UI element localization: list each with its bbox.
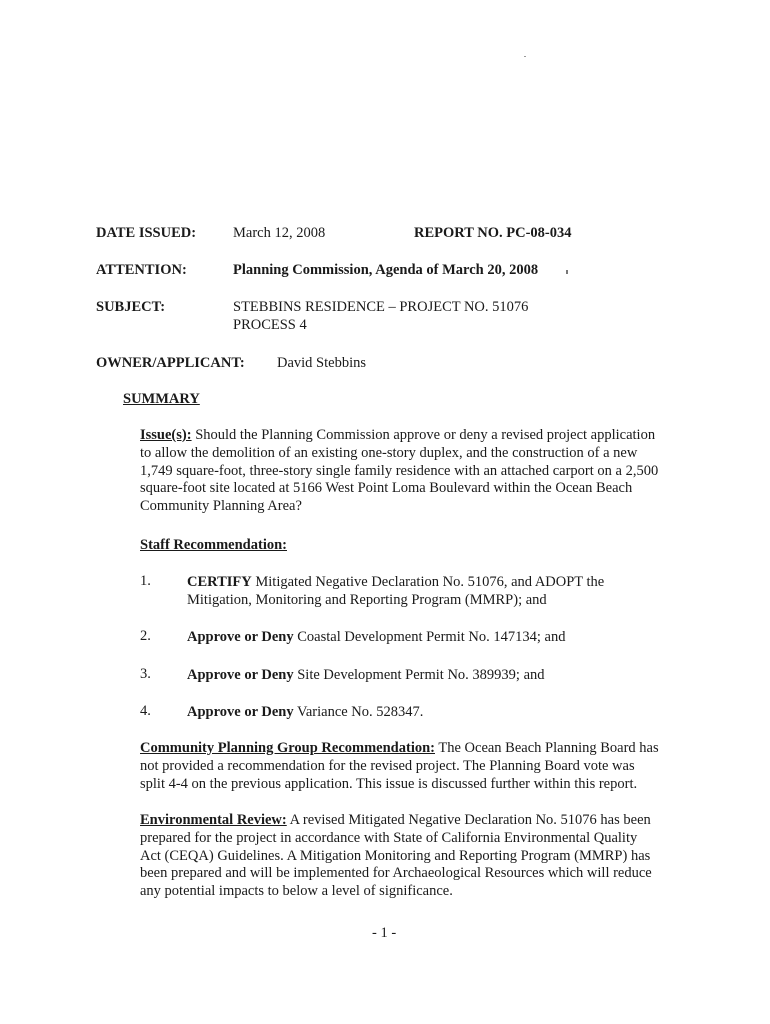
page-number: - 1 - [372,925,397,941]
rec-2-detail: Coastal Development Permit No. 147134; and [293,629,566,645]
staff-recommendation-heading: Staff Recommendation: [140,537,287,553]
environmental-review-text: A revised Mitigated Negative Declaration No. 51076 has been prepared for the project in accordance with State of California Environmental Quality Act (CEQA) Guidelines. A Mitigation Monitoring and Reporting Program (MMRP) has been prepared and will be implemented for Archaeological Resources which will reduce any potential impacts to below a level of significance. [140,812,652,900]
summary-heading: SUMMARY [123,391,200,407]
rec-1-number: 1. [140,573,151,589]
report-number: REPORT NO. PC-08-034 [414,225,572,241]
rec-1-text [187,573,647,609]
rec-4-action: Approve or Deny [187,704,294,720]
subject-label: SUBJECT: [96,299,166,315]
community-planning-label: Community Planning Group Recommendation: [140,740,435,756]
rec-4-number: 4. [140,703,151,719]
rec-2-text [187,628,647,646]
rec-4-text [187,703,647,721]
date-issued-label: DATE ISSUED: [96,225,197,241]
environmental-review-paragraph [140,812,660,901]
rec-3-action: Approve or Deny [187,667,294,683]
owner-applicant-value: David Stebbins [277,355,367,371]
issues-paragraph [140,427,660,516]
rec-3-detail: Site Development Permit No. 389939; and [293,667,545,683]
attention-value: Planning Commission, Agenda of March 20, 2008 [233,262,539,278]
issues-text: Should the Planning Commission approve or deny a revised project application to allow the demolition of an existing one-story duplex, and the construction of a new 1,749 square-foot, three-story single family residence with an attached carport on a 2,500 square-foot site located at 5166 West Point Loma Boulevard within the Ocean Beach Community Planning Area? [140,427,659,515]
community-planning-text: The Ocean Beach Planning Board has not provided a recommendation for the revised project. The Planning Board vote was split 4-4 on the previous application. This issue is discussed further within this report. [140,740,659,792]
date-issued-value: March 12, 2008 [233,225,326,241]
owner-applicant-label: OWNER/APPLICANT: [96,355,245,371]
issues-label: Issue(s): [140,427,192,443]
scan-speck [524,56,526,57]
subject-line-1: STEBBINS RESIDENCE – PROJECT NO. 51076 [233,299,529,315]
rec-3-number: 3. [140,666,151,682]
community-planning-paragraph [140,740,660,793]
rec-2-action: Approve or Deny [187,629,294,645]
environmental-review-label: Environmental Review: [140,812,287,828]
rec-1-action: CERTIFY [187,574,252,590]
subject-line-2: PROCESS 4 [233,317,307,333]
scan-mark [566,270,568,274]
rec-3-text [187,666,647,684]
rec-4-detail: Variance No. 528347. [293,704,424,720]
attention-label: ATTENTION: [96,262,187,278]
rec-1-detail: Mitigated Negative Declaration No. 51076, and ADOPT the Mitigation, Monitoring and Reporting Program (MMRP); and [187,574,605,608]
rec-2-number: 2. [140,628,151,644]
